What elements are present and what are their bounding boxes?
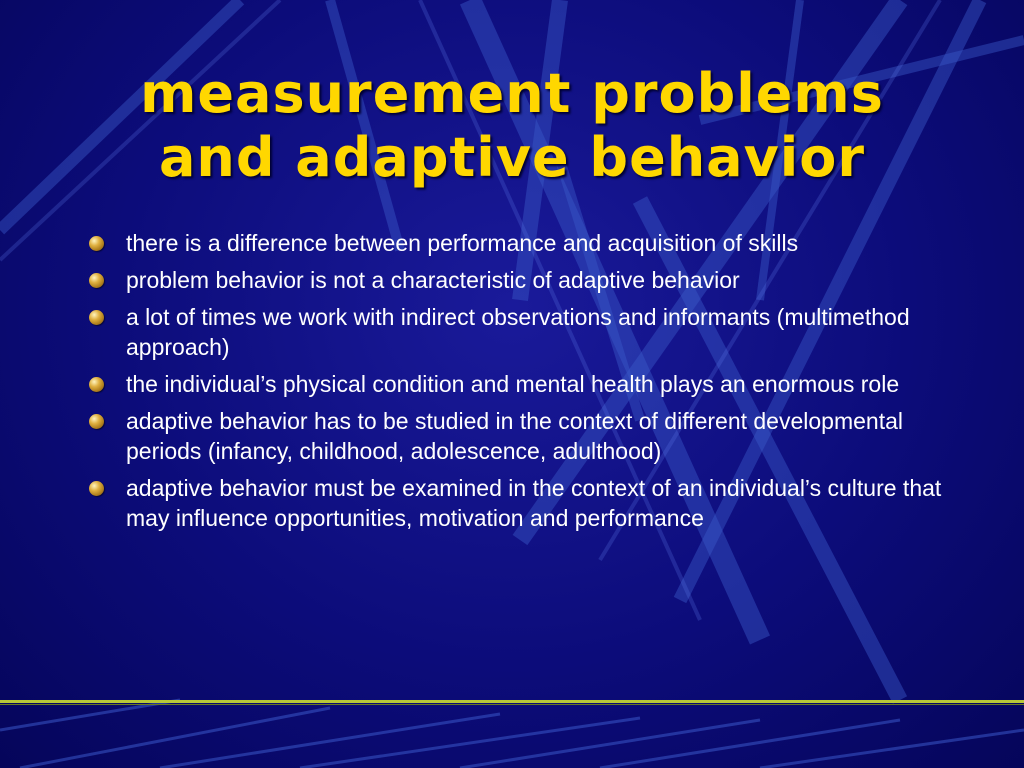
slide-title-line-1: measurement problems — [140, 62, 884, 125]
slide-title — [0, 62, 1024, 190]
slide-title-line-2: and adaptive behavior — [158, 126, 866, 189]
bullet-text: the individual’s physical condition and mental health plays an enormous role — [126, 371, 900, 397]
bullet-item — [84, 265, 944, 295]
gold-sphere-bullet-icon — [89, 481, 104, 496]
bullet-text: problem behavior is not a characteristic of adaptive behavior — [126, 267, 740, 293]
gold-sphere-bullet-icon — [89, 310, 104, 325]
footer-divider — [0, 700, 1024, 703]
bullet-list — [84, 228, 944, 540]
gold-sphere-bullet-icon — [89, 377, 104, 392]
bullet-item — [84, 369, 944, 399]
bullet-item — [84, 473, 944, 533]
gold-sphere-bullet-icon — [89, 414, 104, 429]
gold-sphere-bullet-icon — [89, 273, 104, 288]
gold-sphere-bullet-icon — [89, 236, 104, 251]
bullet-item — [84, 406, 944, 466]
bullet-text: there is a difference between performance and acquisition of skills — [126, 230, 799, 256]
bullet-text: adaptive behavior must be examined in the context of an individual’s culture that may influence opportunities, motivation and performance — [126, 475, 942, 531]
bullet-text: adaptive behavior has to be studied in the context of different developmental periods (infancy, childhood, adolescence, adulthood) — [126, 408, 903, 464]
bullet-text: a lot of times we work with indirect observations and informants (multimethod approach) — [126, 304, 910, 360]
footer-divider-shadow — [0, 704, 1024, 705]
bullet-item — [84, 302, 944, 362]
bullet-item — [84, 228, 944, 258]
